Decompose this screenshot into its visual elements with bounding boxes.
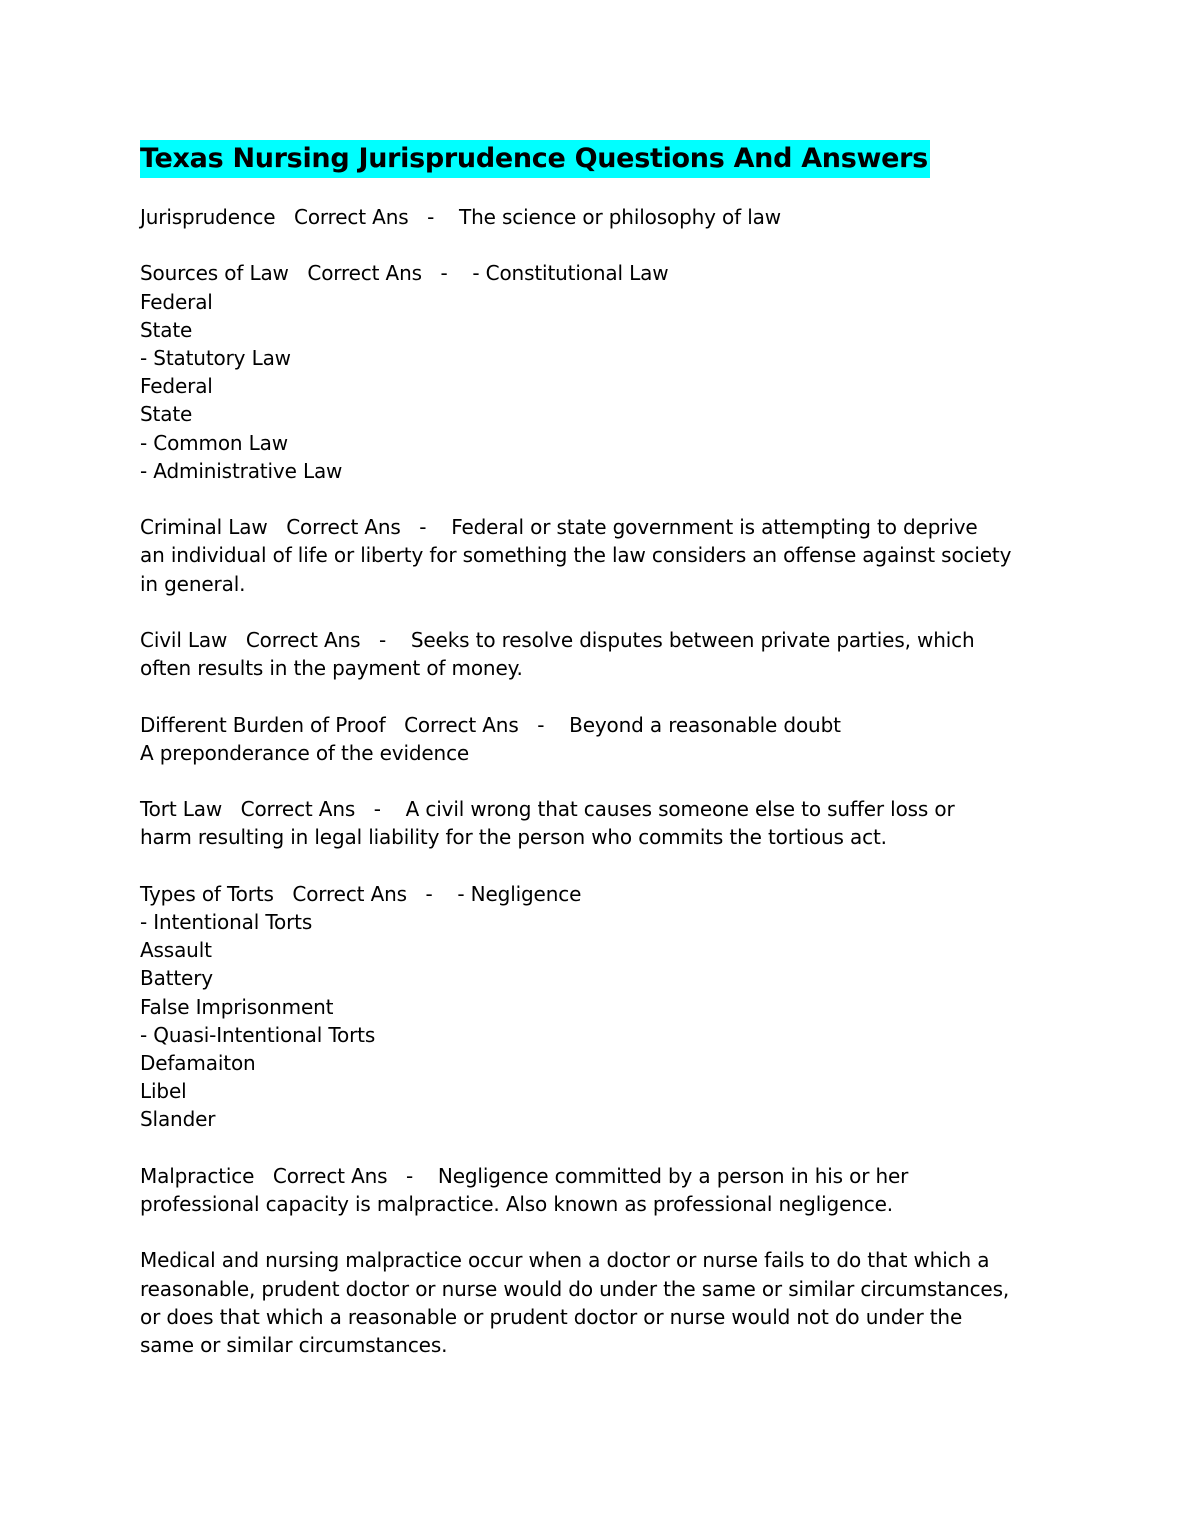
entry-line: State xyxy=(140,317,193,342)
entry-line: an individual of life or liberty for something the law considers an offense against society xyxy=(140,543,1012,568)
entry-line: Federal xyxy=(140,289,213,314)
entry-line: reasonable, prudent doctor or nurse would do under the same or similar circumstances, xyxy=(140,1276,1010,1301)
entry-line: often results in the payment of money. xyxy=(140,656,523,681)
qa-entry-malpractice xyxy=(140,1162,1060,1218)
entry-line: in general. xyxy=(140,571,246,596)
entry-line: Sources of Law Correct Ans - - Constitutional Law xyxy=(140,261,669,286)
qa-entry-malpractice-definition xyxy=(140,1246,1060,1359)
entry-line: same or similar circumstances. xyxy=(140,1333,448,1357)
entry-line: Malpractice Correct Ans - Negligence committed by a person in his or her xyxy=(140,1163,909,1188)
entry-line: Assault xyxy=(140,938,212,963)
entry-line: Libel xyxy=(140,1079,187,1104)
qa-entry-criminal-law xyxy=(140,513,1060,598)
entry-line: - Administrative Law xyxy=(140,458,343,483)
entry-line: Jurisprudence Correct Ans - The science or philosophy of law xyxy=(140,205,781,229)
qa-entry-burden-of-proof xyxy=(140,711,1060,767)
qa-entry-sources-of-law xyxy=(140,259,1060,485)
document-title: Texas Nursing Jurisprudence Questions And Answers xyxy=(140,140,930,178)
entry-line: Types of Torts Correct Ans - - Negligence xyxy=(140,881,582,906)
entry-line: Civil Law Correct Ans - Seeks to resolve disputes between private parties, which xyxy=(140,628,975,652)
entry-line: harm resulting in legal liability for the person who commits the tortious act. xyxy=(140,825,887,850)
entry-line: - Quasi-Intentional Torts xyxy=(140,1022,376,1047)
qa-entry-jurisprudence xyxy=(140,203,1060,231)
entry-line: - Common Law xyxy=(140,430,288,455)
entry-line: Tort Law Correct Ans - A civil wrong that causes someone else to suffer loss or xyxy=(140,797,955,822)
entry-line: Battery xyxy=(140,966,213,991)
entry-line: Federal xyxy=(140,374,213,399)
entry-line: or does that which a reasonable or prudent doctor or nurse would not do under the xyxy=(140,1304,963,1329)
entry-line: False Imprisonment xyxy=(140,994,334,1019)
entry-line: Criminal Law Correct Ans - Federal or state government is attempting to deprive xyxy=(140,515,978,540)
entry-line: Defamaiton xyxy=(140,1051,256,1075)
entry-line: - Intentional Torts xyxy=(140,909,313,934)
entry-line: Medical and nursing malpractice occur when a doctor or nurse fails to do that which a xyxy=(140,1248,990,1273)
entry-line: A preponderance of the evidence xyxy=(140,740,470,765)
entry-line: State xyxy=(140,402,193,427)
qa-entries xyxy=(140,203,1060,1359)
entry-line: Slander xyxy=(140,1107,216,1132)
document-page xyxy=(140,140,1060,1387)
entry-line: Different Burden of Proof Correct Ans - Beyond a reasonable doubt xyxy=(140,712,841,737)
qa-entry-civil-law xyxy=(140,626,1060,682)
qa-entry-types-of-torts xyxy=(140,880,1060,1134)
entry-line: - Statutory Law xyxy=(140,346,291,370)
entry-line: professional capacity is malpractice. Also known as professional negligence. xyxy=(140,1192,893,1216)
qa-entry-tort-law xyxy=(140,795,1060,851)
